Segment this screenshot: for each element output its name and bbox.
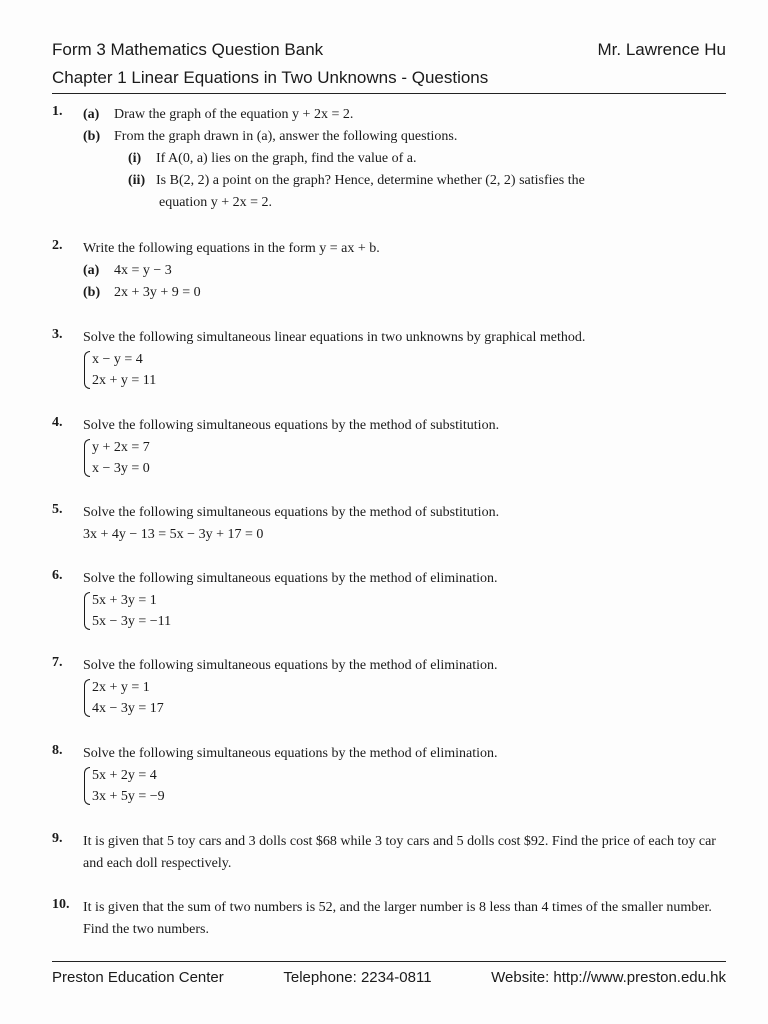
equation: 5x + 3y = 1 — [92, 593, 157, 608]
question-number: 7. — [52, 655, 63, 670]
brace-icon — [84, 679, 90, 717]
question-number: 9. — [52, 831, 63, 846]
header-divider — [52, 93, 726, 94]
part-label: (a) — [83, 107, 100, 122]
equation: x − y = 4 — [92, 352, 143, 367]
question-text: Solve the following simultaneous equations by the method of substitution. — [83, 418, 500, 433]
equation: 5x + 2y = 4 — [92, 768, 157, 783]
equation: 3x + 5y = −9 — [92, 789, 165, 804]
author-name: Mr. Lawrence Hu — [597, 40, 726, 59]
part-text: Draw the graph of the equation y + 2x = 2. — [114, 107, 354, 122]
equation-system — [84, 677, 724, 719]
part-label: (a) — [83, 263, 100, 278]
equation: 3x + 4y − 13 = 5x − 3y + 17 = 0 — [83, 527, 264, 542]
question-7 — [52, 655, 724, 719]
page-footer — [52, 967, 726, 989]
question-3 — [52, 327, 724, 391]
equation-system — [84, 590, 724, 632]
equation-system — [84, 349, 724, 391]
subpart-text: Is B(2, 2) a point on the graph? Hence, determine whether (2, 2) satisfies the — [156, 173, 585, 188]
question-text: Solve the following simultaneous equations by the method of elimination. — [83, 571, 498, 586]
question-text: It is given that 5 toy cars and 3 dolls cost $68 while 3 toy cars and 5 dolls cost $92. Find the price of each toy car and each doll respectively. — [83, 834, 716, 871]
question-text: It is given that the sum of two numbers is 52, and the larger number is 8 less than 4 times of the smaller number. Find the two numbers. — [83, 900, 712, 937]
question-text: Solve the following simultaneous linear equations in two unknowns by graphical method. — [83, 330, 586, 345]
question-text: Solve the following simultaneous equations by the method of elimination. — [83, 658, 498, 673]
website: Website: http://www.preston.edu.hk — [491, 969, 726, 986]
question-2 — [52, 238, 724, 304]
subpart-continuation: equation y + 2x = 2. — [159, 195, 272, 210]
telephone: Telephone: 2234-0811 — [283, 969, 432, 986]
subpart-line — [83, 148, 724, 170]
part-label: (b) — [83, 285, 101, 300]
question-9 — [52, 831, 724, 875]
question-number: 2. — [52, 238, 63, 253]
brace-icon — [84, 767, 90, 805]
question-number: 1. — [52, 104, 63, 119]
header-top-line — [52, 36, 726, 64]
course-title: Form 3 Mathematics Question Bank — [52, 40, 324, 59]
equation: 4x − 3y = 17 — [92, 701, 164, 716]
brace-icon — [84, 351, 90, 389]
part-label: (b) — [83, 129, 101, 144]
part-text: From the graph drawn in (a), answer the following questions. — [114, 129, 458, 144]
equation-system — [84, 437, 724, 479]
page-header — [52, 36, 726, 92]
question-number: 5. — [52, 502, 63, 517]
question-number: 10. — [52, 897, 70, 912]
subpart-label: (i) — [128, 151, 142, 166]
brace-icon — [84, 592, 90, 630]
question-text: Solve the following simultaneous equations by the method of elimination. — [83, 746, 498, 761]
brace-icon — [84, 439, 90, 477]
equation: y + 2x = 7 — [92, 440, 150, 455]
center-name: Preston Education Center — [52, 969, 224, 986]
equation: 2x + y = 11 — [92, 373, 157, 388]
question-10 — [52, 897, 724, 941]
question-number: 6. — [52, 568, 63, 583]
footer-divider — [52, 961, 726, 962]
part-line — [83, 126, 724, 148]
part-line — [83, 104, 724, 126]
equation: 5x − 3y = −11 — [92, 614, 172, 629]
chapter-title: Chapter 1 Linear Equations in Two Unknowns - Questions — [52, 68, 489, 87]
subpart-label: (ii) — [128, 173, 146, 188]
equation-system — [84, 765, 724, 807]
question-number: 3. — [52, 327, 63, 342]
question-number: 8. — [52, 743, 63, 758]
part-line — [83, 282, 724, 304]
question-6 — [52, 568, 724, 632]
question-4 — [52, 415, 724, 479]
question-text: Write the following equations in the form y = ax + b. — [83, 241, 380, 256]
part-text: 4x = y − 3 — [114, 263, 172, 278]
equation: 2x + y = 1 — [92, 680, 150, 695]
part-text: 2x + 3y + 9 = 0 — [114, 285, 201, 300]
subpart-line — [83, 170, 724, 192]
question-8 — [52, 743, 724, 807]
equation: x − 3y = 0 — [92, 461, 150, 476]
part-line — [83, 260, 724, 282]
question-text: Solve the following simultaneous equations by the method of substitution. — [83, 505, 500, 520]
question-number: 4. — [52, 415, 63, 430]
question-5 — [52, 502, 724, 546]
subpart-text: If A(0, a) lies on the graph, find the value of a. — [156, 151, 417, 166]
question-1 — [52, 104, 724, 214]
